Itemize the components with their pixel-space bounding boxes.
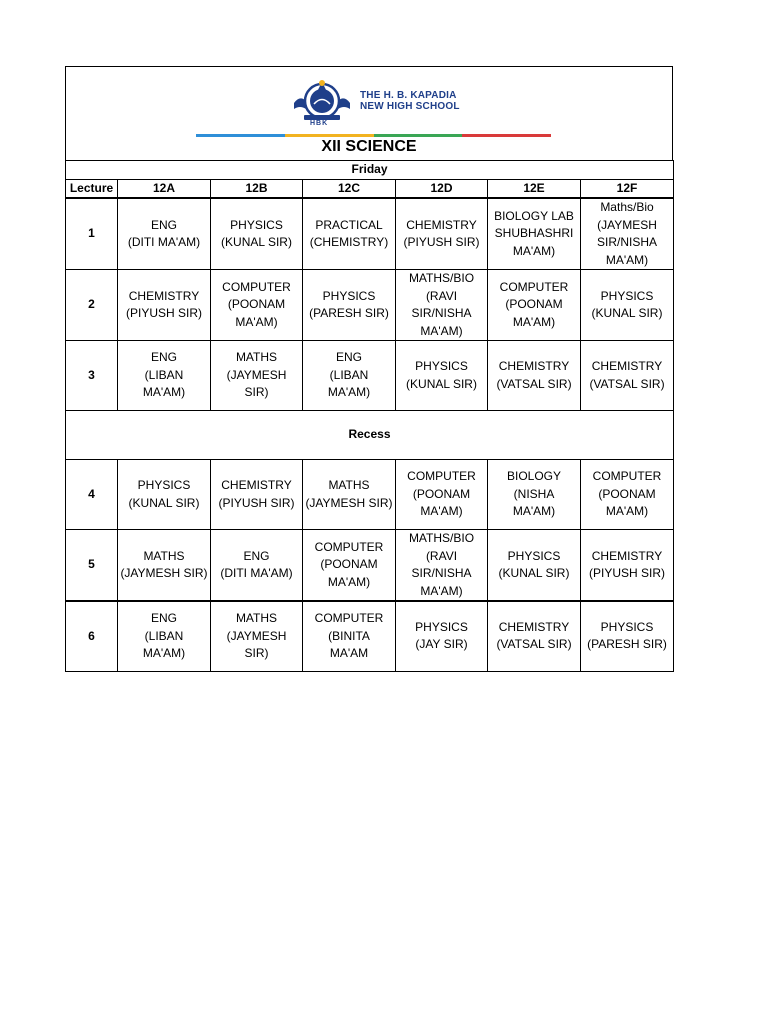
day-row	[66, 161, 674, 180]
logo-abbrev: HBK	[310, 120, 329, 127]
schedule-cell: CHEMISTRY (VATSAL SIR)	[488, 341, 581, 411]
lecture-number: 5	[66, 530, 118, 602]
schedule-cell: COMPUTER (POONAM MA'AM)	[396, 460, 488, 530]
rule-segment	[285, 134, 374, 137]
lecture-row	[66, 341, 674, 411]
lecture-number: 2	[66, 270, 118, 341]
class-header: 12B	[211, 179, 303, 198]
rule-segment	[196, 134, 285, 137]
schedule-cell: MATHS (JAYMESH SIR)	[211, 341, 303, 411]
schedule-cell: PHYSICS (KUNAL SIR)	[211, 198, 303, 270]
lecture-row	[66, 460, 674, 530]
sheet-header	[65, 66, 673, 160]
schedule-cell: PHYSICS (PARESH SIR)	[581, 601, 674, 671]
lecture-header: Lecture	[66, 179, 118, 198]
schedule-cell: CHEMISTRY (PIYUSH SIR)	[118, 270, 211, 341]
recess-label: Recess	[66, 411, 674, 460]
school-name-line1: THE H. B. KAPADIA	[360, 90, 457, 101]
day-label: Friday	[66, 161, 674, 180]
schedule-cell: MATHS (JAYMESH SIR)	[303, 460, 396, 530]
color-rule	[196, 134, 551, 137]
schedule-cell: PHYSICS (KUNAL SIR)	[118, 460, 211, 530]
lecture-number: 6	[66, 601, 118, 671]
class-header: 12A	[118, 179, 211, 198]
schedule-cell: CHEMISTRY (PIYUSH SIR)	[396, 198, 488, 270]
schedule-cell: MATHS (JAYMESH SIR)	[118, 530, 211, 602]
schedule-cell: Maths/Bio (JAYMESH SIR/NISHA MA'AM)	[581, 198, 674, 270]
schedule-cell: ENG (DITI MA'AM)	[118, 198, 211, 270]
schedule-cell: BIOLOGY (NISHA MA'AM)	[488, 460, 581, 530]
schedule-cell: COMPUTER (POONAM MA'AM)	[488, 270, 581, 341]
schedule-cell: PHYSICS (JAY SIR)	[396, 601, 488, 671]
schedule-cell: ENG (LIBAN MA'AM)	[303, 341, 396, 411]
lecture-row	[66, 530, 674, 602]
schedule-cell: MATHS (JAYMESH SIR)	[211, 601, 303, 671]
schedule-cell: COMPUTER (POONAM MA'AM)	[303, 530, 396, 602]
schedule-cell: PHYSICS (PARESH SIR)	[303, 270, 396, 341]
schedule-cell: CHEMISTRY (PIYUSH SIR)	[211, 460, 303, 530]
class-header: 12C	[303, 179, 396, 198]
rule-segment	[374, 134, 463, 137]
lecture-row	[66, 270, 674, 341]
schedule-cell: CHEMISTRY (VATSAL SIR)	[488, 601, 581, 671]
schedule-cell: PRACTICAL (CHEMISTRY)	[303, 198, 396, 270]
schedule-cell: COMPUTER (POONAM MA'AM)	[581, 460, 674, 530]
schedule-cell: CHEMISTRY (VATSAL SIR)	[581, 341, 674, 411]
timetable-sheet	[65, 66, 673, 672]
schedule-cell: ENG (LIBAN MA'AM)	[118, 601, 211, 671]
lecture-row	[66, 601, 674, 671]
rule-segment	[462, 134, 551, 137]
recess-row	[66, 411, 674, 460]
schedule-cell: BIOLOGY LAB SHUBHASHRI MA'AM)	[488, 198, 581, 270]
schedule-cell: ENG (DITI MA'AM)	[211, 530, 303, 602]
schedule-cell: COMPUTER (POONAM MA'AM)	[211, 270, 303, 341]
schedule-cell: PHYSICS (KUNAL SIR)	[396, 341, 488, 411]
class-header: 12F	[581, 179, 674, 198]
lecture-number: 4	[66, 460, 118, 530]
schedule-cell: COMPUTER (BINITA MA'AM	[303, 601, 396, 671]
column-header-row	[66, 179, 674, 198]
schedule-cell: PHYSICS (KUNAL SIR)	[581, 270, 674, 341]
class-header: 12D	[396, 179, 488, 198]
timetable	[65, 160, 674, 672]
lecture-number: 1	[66, 198, 118, 270]
schedule-cell: MATHS/BIO (RAVI SIR/NISHA MA'AM)	[396, 530, 488, 602]
page-title: XII SCIENCE	[321, 138, 417, 155]
schedule-cell: CHEMISTRY (PIYUSH SIR)	[581, 530, 674, 602]
school-name-line2: NEW HIGH SCHOOL	[360, 101, 460, 112]
schedule-cell: PHYSICS (KUNAL SIR)	[488, 530, 581, 602]
schedule-cell: ENG (LIBAN MA'AM)	[118, 341, 211, 411]
lecture-row	[66, 198, 674, 270]
lecture-number: 3	[66, 341, 118, 411]
class-header: 12E	[488, 179, 581, 198]
schedule-cell: MATHS/BIO (RAVI SIR/NISHA MA'AM)	[396, 270, 488, 341]
